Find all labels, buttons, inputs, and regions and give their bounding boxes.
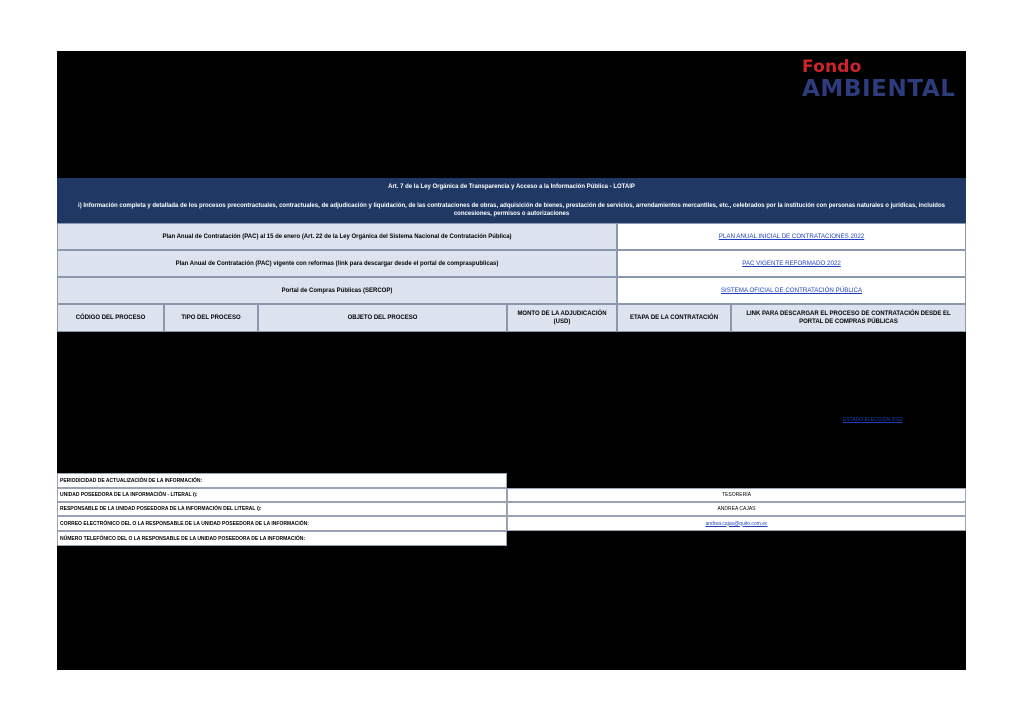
lotaip-title: Art. 7 de la Ley Orgánica de Transparencia y Acceso a la Información Pública - LOTAIP xyxy=(57,178,966,196)
col-header-type: TIPO DEL PROCESO xyxy=(164,304,258,332)
footer-unit-label: UNIDAD POSEEDORA DE LA INFORMACIÓN - LITERAL i): xyxy=(57,488,507,502)
footer-email-label: CORREO ELECTRÓNICO DEL O LA RESPONSABLE DE LA UNIDAD POSEEDORA DE LA INFORMACIÓN: xyxy=(57,516,507,531)
spreadsheet-page xyxy=(57,51,966,670)
col-header-stage: ETAPA DE LA CONTRATACIÓN xyxy=(617,304,731,332)
footer-email-value[interactable]: andrea.cajas@quito.com.ec xyxy=(507,516,966,531)
pac-reformed-label: Plan Anual de Contratación (PAC) vigente con reformas (link para descargar desde el portal de compraspublicas) xyxy=(57,250,617,277)
literal-description: i) Información completa y detallada de los procesos precontractuales, contractuales, de adjudicación y liquidación, de las contrataciones de obras, adquisición de bienes, prestación de servicios, arrendamientos mercantiles, etc., celebrados por la institución con personas naturales o jurídicas, incluidos concesiones, permisos o autorizaciones xyxy=(57,196,966,223)
col-header-object: OBJETO DEL PROCESO xyxy=(258,304,507,332)
fondo-ambiental-logo xyxy=(802,57,956,107)
footer-periodicity-label: PERIODICIDAD DE ACTUALIZACIÓN DE LA INFORMACIÓN: xyxy=(57,473,507,488)
footer-phone-label: NÚMERO TELEFÓNICO DEL O LA RESPONSABLE DE LA UNIDAD POSEEDORA DE LA INFORMACIÓN: xyxy=(57,531,507,546)
pac-initial-label: Plan Anual de Contratación (PAC) al 15 de enero (Art. 22 de la Ley Orgánica del Sistema Nacional de Contratación Pública) xyxy=(57,223,617,250)
pac-reformed-link-cell xyxy=(617,250,966,277)
col-header-amount: MONTO DE LA ADJUDICACIÓN (USD) xyxy=(507,304,617,332)
pac-initial-link-cell xyxy=(617,223,966,250)
footer-unit-value: TESORERÍA xyxy=(507,488,966,502)
footer-responsible-value: ANDREA CAJAS xyxy=(507,502,966,516)
floating-link[interactable]: ESTADO ELECCIÓN 2022 xyxy=(843,417,903,423)
pac-initial-link[interactable]: PLAN ANUAL INICIAL DE CONTRATACIONES 2022 xyxy=(718,232,865,240)
col-header-download-link: LINK PARA DESCARGAR EL PROCESO DE CONTRATACIÓN DESDE EL PORTAL DE COMPRAS PÚBLICAS xyxy=(731,304,966,332)
sercop-label: Portal de Compras Públicas (SERCOP) xyxy=(57,277,617,304)
logo-line-1: Fondo xyxy=(802,57,862,77)
sercop-link-cell xyxy=(617,277,966,304)
sercop-link[interactable]: SISTEMA OFICIAL DE CONTRATACIÓN PÚBLICA xyxy=(720,286,863,294)
footer-responsible-label: RESPONSABLE DE LA UNIDAD POSEEDORA DE LA INFORMACIÓN DEL LITERAL i): xyxy=(57,502,507,516)
pac-reformed-link[interactable]: PAC VIGENTE REFORMADO 2022 xyxy=(742,259,841,267)
col-header-code: CÓDIGO DEL PROCESO xyxy=(57,304,164,332)
logo-line-2: AMBIENTAL xyxy=(802,76,956,102)
